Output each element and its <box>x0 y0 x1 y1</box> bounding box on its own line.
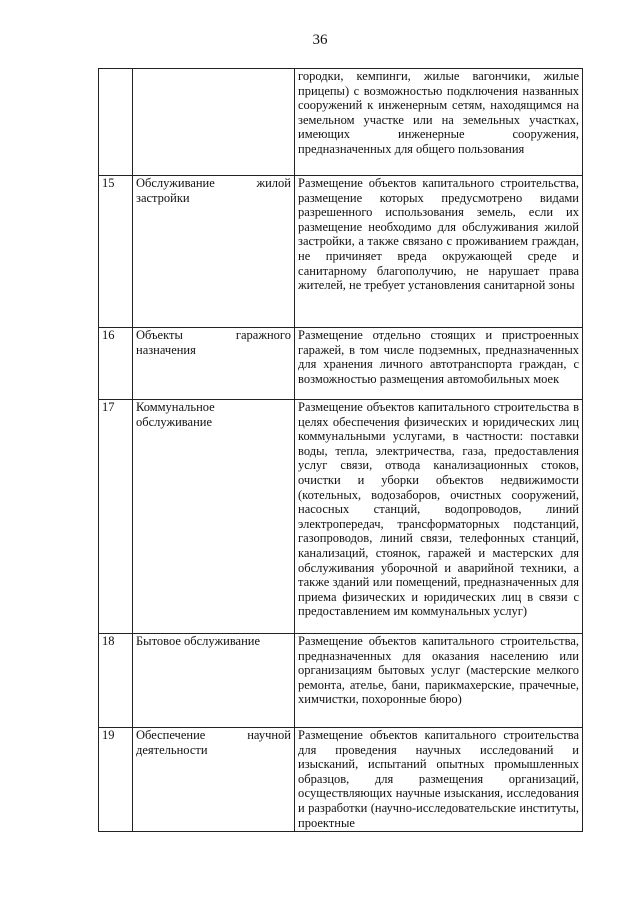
table-row <box>99 400 583 634</box>
row-number: 17 <box>99 400 133 634</box>
row-name: Обслуживание жилой застройки <box>133 176 295 328</box>
row-name <box>133 69 295 176</box>
table-row <box>99 176 583 328</box>
row-description: Размещение объектов капитального строительства, размещение которых предусмотрено видами разрешенного использования земель, если их размещение необходимо для обслуживания жилой застройки, а также связано с проживанием граждан, не причиняет вреда окружающей среде и санитарному благополучию, не нарушает права жителей, не требует установления санитарной зоны <box>295 176 583 328</box>
row-description: городки, кемпинги, жилые вагончики, жилые прицепы) с возможностью подключения названных сооружений к инженерным сетям, находящимся на земельном участке или на земельных участках, имеющих инженерные сооружения, предназначенных для общего пользования <box>295 69 583 176</box>
table-row <box>99 69 583 176</box>
row-description: Размещение отдельно стоящих и пристроенных гаражей, в том числе подземных, предназначенных для хранения личного автотранспорта граждан, с возможностью размещения автомобильных моек <box>295 328 583 400</box>
table-row <box>99 634 583 728</box>
row-name: Бытовое обслуживание <box>133 634 295 728</box>
row-number: 16 <box>99 328 133 400</box>
row-number: 19 <box>99 728 133 832</box>
row-description: Размещение объектов капитального строительства, предназначенных для оказания населению или организациям бытовых услуг (мастерские мелкого ремонта, ателье, бани, парикмахерские, прачечные, химчистки, похоронные бюро) <box>295 634 583 728</box>
row-description: Размещение объектов капитального строительства в целях обеспечения физических и юридических лиц коммунальными услугами, в частности: поставки воды, тепла, электричества, газа, предоставления услуг связи, отвода канализационных стоков, очистки и уборки объектов недвижимости (котельных, водозаборов, очистных сооружений, насосных станций, водопроводов, линий электропередач, трансформаторных подстанций, газопроводов, линий связи, телефонных станций, канализаций, стоянок, гаражей и мастерских для обслуживания уборочной и аварийной техники, а также зданий или помещений, предназначенных для приема физических и юридических лиц в связи с предоставлением им коммунальных услуг) <box>295 400 583 634</box>
land-use-table <box>98 68 583 832</box>
table-row <box>99 728 583 832</box>
row-description: Размещение объектов капитального строительства для проведения научных исследований и изысканий, испытаний опытных промышленных образцов, для размещения организаций, осуществляющих научные изыскания, исследования и разработки (научно-исследовательские институты, проектные <box>295 728 583 832</box>
row-number: 15 <box>99 176 133 328</box>
row-name: Объекты гаражного назначения <box>133 328 295 400</box>
table-row <box>99 328 583 400</box>
row-number <box>99 69 133 176</box>
row-name: Коммунальное обслуживание <box>133 400 295 634</box>
row-name: Обеспечение научной деятельности <box>133 728 295 832</box>
page-number: 36 <box>312 32 328 48</box>
row-number: 18 <box>99 634 133 728</box>
